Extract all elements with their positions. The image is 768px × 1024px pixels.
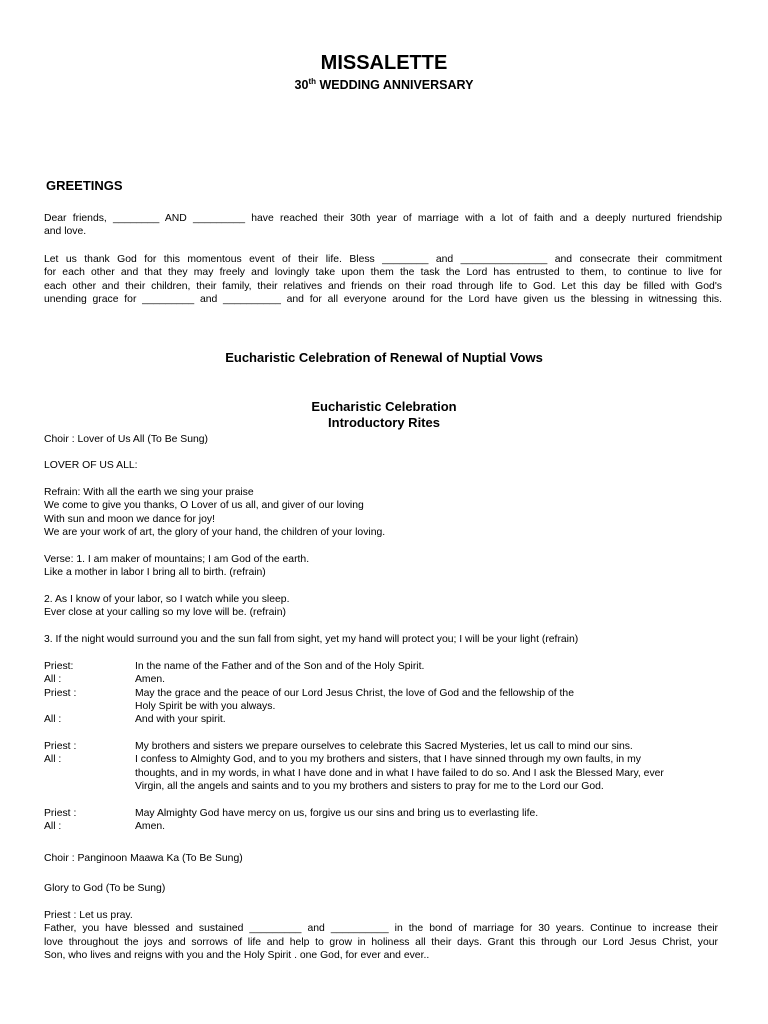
dialogue-text: thoughts, and in my words, in what I have done and in what I have failed to do so. And I ask the Blessed Mary, ever	[135, 767, 664, 779]
dialogue-row	[44, 660, 724, 673]
dialogue-row	[44, 767, 724, 780]
dialogue-row	[44, 740, 724, 753]
choir-line-1: Choir : Lover of Us All (To Be Sung)	[44, 434, 209, 445]
subtitle-ordinal: th	[308, 77, 317, 86]
dialogue-row	[44, 673, 724, 686]
choir-line-2: Choir : Panginoon Maawa Ka (To Be Sung)	[44, 853, 243, 864]
dialogue-text: My brothers and sisters we prepare ourselves to celebrate this Sacred Mysteries, let us call to mind our sins.	[135, 741, 633, 752]
text-line: love throughout the joys and sorrows of life and help to grow in holiness all their days. Grant this through our Lord Jesus Christ, your	[44, 936, 718, 948]
text-line: for each other and that they may freely and lovingly take upon them the task the Lord has entrusted to them, to continue to live for	[44, 267, 722, 279]
verse-2	[44, 593, 289, 620]
closing-prayer	[44, 909, 718, 962]
dialogue-row	[44, 807, 724, 820]
dialogue-text: May Almighty God have mercy on us, forgive us our sins and bring us to everlasting life.	[135, 808, 539, 819]
speaker-label: All :	[44, 714, 62, 726]
dialogue-text: In the name of the Father and of the Son and of the Holy Spirit.	[135, 661, 425, 672]
dialogue-text: Amen.	[135, 674, 166, 686]
text-line: We are your work of art, the glory of your hand, the children of your loving.	[44, 526, 386, 538]
dialogue-block-3	[44, 807, 724, 834]
dialogue-row	[44, 753, 724, 766]
greetings-paragraph-2	[44, 253, 722, 306]
verse-1	[44, 553, 309, 580]
text-line: Like a mother in labor I bring all to birth. (refrain)	[44, 567, 266, 579]
text-line: each other and their children, their family, their relatives and friends on their road through life to God. Let this day be filled with God's	[44, 280, 722, 292]
text-line: and love.	[44, 226, 87, 238]
dialogue-text: Virgin, all the angels and saints and to you my brothers and sisters to pray for me to the Lord our God.	[135, 780, 604, 792]
speaker-label: Priest :	[44, 687, 77, 699]
speaker-label: All :	[44, 821, 62, 833]
dialogue-row	[44, 713, 724, 726]
greetings-paragraph-1	[44, 212, 722, 239]
dialogue-text: Holy Spirit be with you always.	[135, 700, 276, 712]
dialogue-text: Amen.	[135, 821, 166, 833]
text-line: Dear friends, ________ AND _________ have reached their 30th year of marriage with a lot of faith and a deeply nurtured friendship	[44, 213, 722, 224]
celebration-subheading: Eucharistic Celebration	[311, 399, 457, 414]
text-line: With sun and moon we dance for joy!	[44, 513, 215, 525]
speaker-label	[44, 780, 135, 793]
refrain-block	[44, 486, 385, 539]
text-line: Son, who lives and reigns with you and the Holy Spirit . one God, for ever and ever..	[44, 949, 430, 961]
dialogue-row	[44, 700, 724, 713]
dialogue-text: May the grace and the peace of our Lord Jesus Christ, the love of God and the fellowship of the	[135, 687, 574, 699]
text-line: Priest : Let us pray.	[44, 910, 133, 921]
text-line: Ever close at your calling so my love will be. (refrain)	[44, 607, 286, 619]
dialogue-text: I confess to Almighty God, and to you my brothers and sisters, that I have sinned through my own faults, in my	[135, 754, 641, 766]
speaker-label: All :	[44, 674, 62, 686]
speaker-label: Priest :	[44, 808, 77, 819]
dialogue-row	[44, 687, 724, 700]
verse-3: 3. If the night would surround you and the sun fall from sight, yet my hand will protect you; I will be your light (refrain)	[44, 634, 579, 645]
dialogue-text: And with your spirit.	[135, 714, 226, 726]
subtitle-number: 30	[294, 78, 309, 92]
text-line: Refrain: With all the earth we sing your praise	[44, 487, 254, 498]
text-line: Let us thank God for this momentous event of their life. Bless ________ and _______________ and consecrate their commitment	[44, 254, 722, 265]
celebration-heading: Eucharistic Celebration of Renewal of Nuptial Vows	[225, 350, 543, 365]
speaker-label: All :	[44, 754, 62, 766]
dialogue-block-2	[44, 740, 724, 793]
song-title: LOVER OF US ALL:	[44, 460, 138, 471]
document-title: MISSALETTE	[320, 52, 448, 74]
text-line: Verse: 1. I am maker of mountains; I am God of the earth.	[44, 554, 310, 565]
text-line: We come to give you thanks, O Lover of us all, and giver of our loving	[44, 500, 364, 512]
greetings-heading: GREETINGS	[46, 178, 123, 193]
dialogue-block-1	[44, 660, 724, 726]
glory-line: Glory to God (To be Sung)	[44, 883, 166, 894]
dialogue-row	[44, 820, 724, 833]
subtitle-text: WEDDING ANNIVERSARY	[316, 78, 474, 92]
document-subtitle	[0, 76, 768, 94]
introductory-rites-heading: Introductory Rites	[328, 415, 440, 430]
speaker-label	[44, 767, 135, 780]
speaker-label: Priest :	[44, 741, 77, 752]
speaker-label	[44, 700, 135, 713]
text-line: Father, you have blessed and sustained _________ and __________ in the bond of marriage for 30 years. Continue to increase their	[44, 923, 718, 935]
text-line: unending grace for _________ and __________ and for all everyone around for the Lord have given us the blessing in witnessing this.	[44, 293, 722, 305]
text-line: 2. As I know of your labor, so I watch while you sleep.	[44, 594, 290, 605]
speaker-label: Priest:	[44, 661, 74, 672]
dialogue-row	[44, 780, 724, 793]
